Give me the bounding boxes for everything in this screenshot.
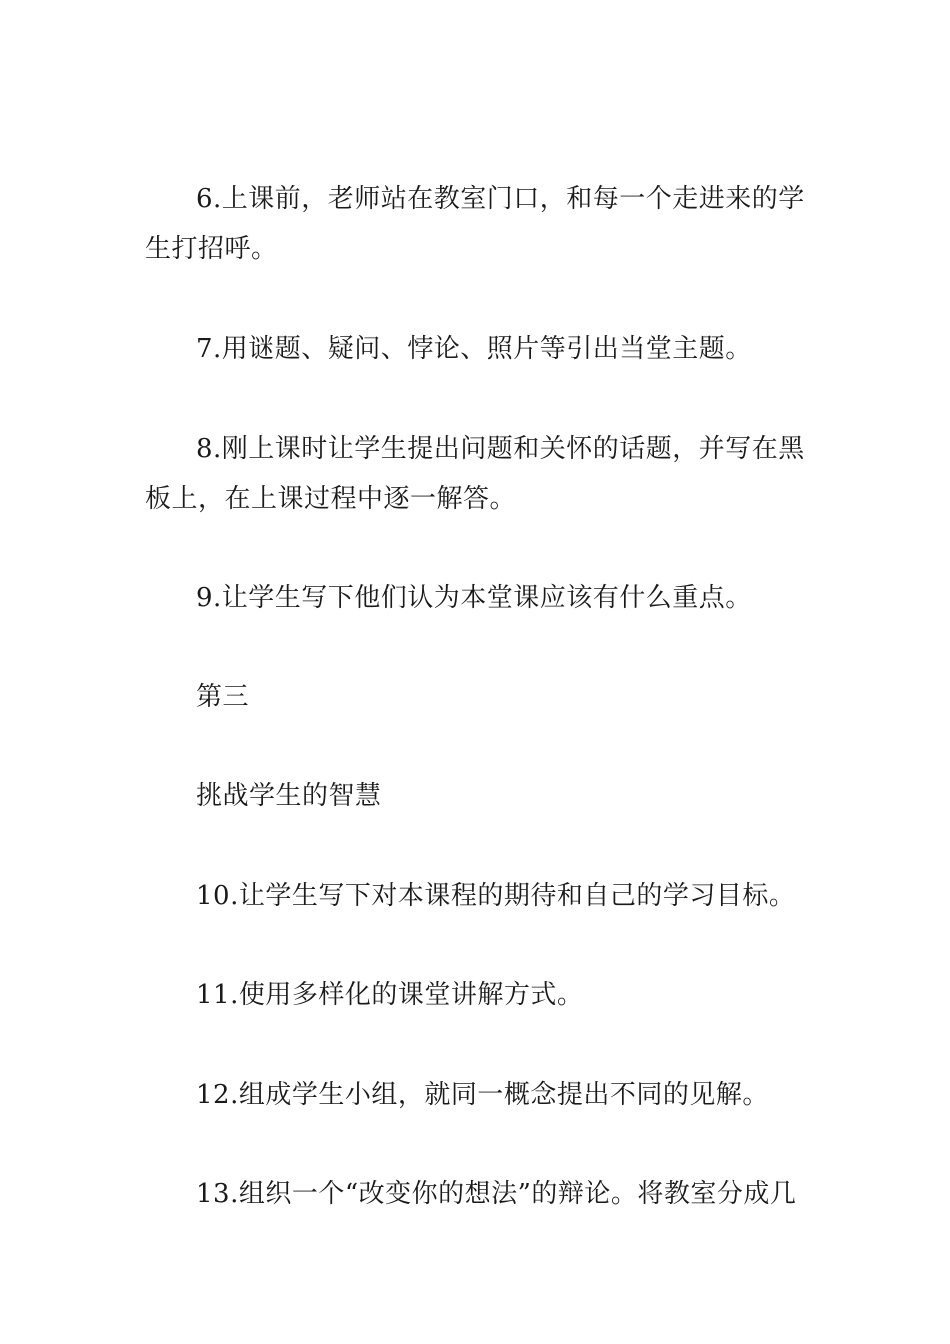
paragraph-item-9: 9.让学生写下他们认为本堂课应该有什么重点。	[196, 583, 752, 613]
paragraph-item-7: 7.用谜题、疑问、悖论、照片等引出当堂主题。	[196, 334, 752, 364]
section-heading: 第三	[196, 682, 250, 712]
paragraph-item-13: 13.组织一个“改变你的想法”的辩论。将教室分成几	[196, 1179, 797, 1209]
section-subheading: 挑战学生的智慧	[196, 781, 382, 811]
paragraph-item-10: 10.让学生写下对本课程的期待和自己的学习目标。	[196, 881, 796, 911]
paragraph-item-6: 6.上课前，老师站在教室门口，和每一个走进来的学生打招呼。	[145, 184, 805, 264]
paragraph-item-11: 11.使用多样化的课堂讲解方式。	[196, 980, 584, 1010]
paragraph-item-8: 8.刚上课时让学生提出问题和关怀的话题，并写在黑板上，在上课过程中逐一解答。	[145, 434, 805, 514]
paragraph-item-12: 12.组成学生小组，就同一概念提出不同的见解。	[196, 1080, 769, 1110]
